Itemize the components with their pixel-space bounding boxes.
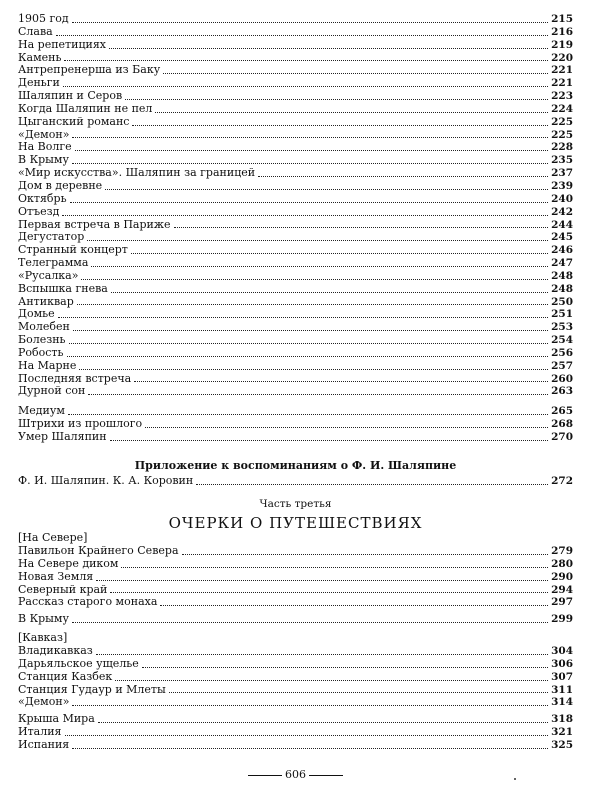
dot-leader (87, 240, 548, 241)
entry-title: Владикавказ (18, 644, 93, 657)
dot-leader (81, 279, 548, 280)
entry-page: 245 (551, 231, 573, 244)
entry-title: Медиум (18, 404, 65, 417)
entry-page: 253 (551, 321, 573, 334)
toc-entry (18, 26, 573, 39)
entry-title: Ф. И. Шаляпин. К. А. Коровин (18, 474, 194, 487)
toc-entry (18, 558, 573, 571)
page-number: 606 (285, 768, 306, 781)
entry-title: Дарьяльское ущелье (18, 656, 139, 670)
entry-page: 224 (551, 102, 573, 115)
toc-entry (18, 141, 573, 154)
entry-page: 248 (551, 269, 573, 282)
entry-page: 237 (551, 167, 573, 180)
entry-page: 228 (551, 141, 573, 154)
dot-leader (65, 735, 549, 736)
dot-leader (72, 622, 548, 623)
entry-title: Крыша Мира (18, 712, 95, 725)
entry-title: 1905 год (18, 12, 69, 25)
entry-page: 239 (551, 179, 573, 192)
entry-page: 311 (551, 683, 573, 696)
entry-page: 263 (551, 385, 573, 398)
dot-leader (56, 35, 548, 36)
entry-title: Новая Земля (18, 569, 94, 583)
entry-title: Слава (18, 24, 53, 38)
toc-entry (18, 596, 573, 609)
dot-leader (132, 125, 548, 126)
toc-group-final (18, 713, 573, 752)
toc-entry (18, 180, 573, 193)
dot-leader (63, 86, 548, 87)
entry-title: Антрепренерша из Баку (18, 63, 161, 77)
entry-page: 265 (551, 405, 573, 417)
entry-title: Болезнь (18, 333, 66, 347)
dot-leader (121, 567, 548, 568)
dot-leader (73, 330, 548, 331)
dot-leader (109, 48, 548, 49)
page-footer (0, 768, 591, 781)
dot-leader (145, 427, 548, 428)
entry-title: Дурной сон (18, 384, 86, 398)
toc-entry (18, 283, 573, 296)
entry-title: Антиквар (18, 294, 74, 308)
toc-entry (18, 64, 573, 77)
toc-entry (18, 658, 573, 671)
entry-title: Телеграмма (18, 256, 89, 270)
entry-title: Умер Шаляпин (18, 429, 107, 443)
toc-entry (18, 475, 573, 488)
entry-page: 250 (551, 295, 573, 308)
toc-entry (18, 308, 573, 321)
entry-title: На Волге (18, 140, 72, 154)
entry-page: 280 (551, 557, 573, 570)
toc-entry (18, 321, 573, 334)
dot-leader (160, 605, 548, 606)
toc-entry (18, 671, 573, 684)
toc-entry (18, 206, 573, 219)
dot-leader (134, 381, 548, 382)
dot-leader (163, 73, 548, 74)
dot-leader (196, 484, 548, 485)
toc-entry (18, 334, 573, 347)
dot-leader (105, 189, 548, 190)
toc-entry (18, 296, 573, 309)
entry-title: «Мир искусства». Шаляпин за границей (18, 166, 256, 180)
dot-leader (131, 253, 548, 254)
entry-page: 260 (551, 372, 573, 385)
toc-entry (18, 696, 573, 709)
toc-entry (18, 116, 573, 129)
entry-title: Вспышка гнева (18, 281, 108, 295)
toc-entry (18, 418, 573, 431)
dot-leader (125, 99, 548, 100)
entry-title: Домье (18, 307, 55, 321)
entry-page: 325 (551, 738, 573, 751)
entry-page: 235 (551, 154, 573, 167)
entry-title: Дом в деревне (18, 178, 103, 192)
entry-page: 251 (551, 308, 573, 321)
entry-title: Когда Шаляпин не пел (18, 101, 153, 115)
toc-entry (18, 726, 573, 739)
toc-entry (18, 713, 573, 726)
part-label: Часть третья (259, 498, 332, 510)
entry-title: Дегустатор (18, 230, 85, 244)
toc-group-north (18, 545, 573, 609)
toc-entry (18, 257, 573, 270)
dot-leader (110, 592, 548, 593)
entry-title: В Крыму (18, 612, 69, 625)
entry-title: Робость (18, 345, 64, 359)
toc-entry (18, 360, 573, 373)
entry-title: Станция Гудаур и Млеты (18, 682, 166, 696)
entry-title: Станция Казбек (18, 669, 113, 683)
footer-rule-right (309, 775, 343, 776)
dot-leader (67, 356, 548, 357)
caucasus-heading: [Кавказ] (18, 631, 68, 644)
entry-title: Деньги (18, 76, 60, 90)
entry-page: 246 (551, 244, 573, 257)
entry-title: Отъезд (18, 204, 60, 218)
toc-entry (18, 270, 573, 283)
print-speck (514, 778, 516, 780)
entry-page: 225 (551, 115, 573, 128)
entry-title: Северный край (18, 582, 108, 596)
entry-page: 321 (551, 725, 573, 738)
entry-title: «Русалка» (18, 268, 79, 282)
dot-leader (111, 292, 548, 293)
entry-page: 268 (551, 417, 573, 430)
entry-title: Испания (18, 737, 70, 751)
entry-title: Первая встреча в Париже (18, 217, 171, 231)
dot-leader (72, 748, 548, 749)
entry-page: 215 (551, 13, 573, 25)
entry-page: 272 (551, 475, 573, 487)
entry-page: 299 (551, 613, 573, 625)
dot-leader (174, 227, 549, 228)
dot-leader (169, 692, 548, 693)
toc-entry (18, 545, 573, 558)
entry-page: 223 (551, 90, 573, 103)
entry-title: Италия (18, 724, 62, 738)
toc-entry (18, 571, 573, 584)
entry-page: 244 (551, 218, 573, 231)
dot-leader (96, 580, 548, 581)
dot-leader (72, 137, 548, 138)
entry-page: 270 (551, 430, 573, 443)
entry-title: «Демон» (18, 695, 70, 709)
dot-leader (115, 680, 548, 681)
toc-group-later (18, 405, 573, 444)
dot-leader (72, 705, 548, 706)
dot-leader (58, 317, 548, 318)
entry-title: На Марне (18, 358, 77, 372)
toc-group-caucasus (18, 645, 573, 709)
dot-leader (96, 654, 548, 655)
entry-page: 297 (551, 596, 573, 609)
dot-leader (77, 304, 548, 305)
toc-entry (18, 613, 573, 626)
appendix-entry (18, 475, 573, 488)
toc-entry (18, 431, 573, 444)
entry-page: 307 (551, 670, 573, 683)
toc-entry (18, 373, 573, 386)
dot-leader (68, 414, 548, 415)
dot-leader (182, 554, 549, 555)
entry-title: В Крыму (18, 153, 69, 167)
toc-entry (18, 90, 573, 103)
entry-page: 279 (551, 545, 573, 557)
toc-entry (18, 405, 573, 418)
entry-page: 221 (551, 77, 573, 90)
toc-entry (18, 385, 573, 398)
entry-page: 294 (551, 583, 573, 596)
entry-title: Странный концерт (18, 243, 128, 257)
entry-title: На репетициях (18, 37, 107, 51)
entry-page: 306 (551, 657, 573, 670)
crimea-entry (18, 613, 573, 626)
dot-leader (110, 440, 548, 441)
entry-page: 256 (551, 346, 573, 359)
toc-entry (18, 244, 573, 257)
entry-title: Молебен (18, 320, 70, 334)
toc-entry (18, 193, 573, 206)
toc-entry (18, 645, 573, 658)
entry-page: 290 (551, 570, 573, 583)
entry-title: Рассказ старого монаха (18, 595, 158, 609)
entry-page: 318 (551, 713, 573, 725)
appendix-heading: Приложение к воспоминаниям о Ф. И. Шаляпине (134, 459, 457, 472)
toc-entry (18, 39, 573, 52)
toc-entry (18, 739, 573, 752)
toc-entry (18, 129, 573, 142)
entry-page: 240 (551, 192, 573, 205)
entry-title: На Севере диком (18, 556, 119, 570)
dot-leader (72, 22, 548, 23)
toc-group-chaliapin (18, 13, 573, 398)
section-title: ОЧЕРКИ О ПУТЕШЕСТВИЯХ (168, 514, 423, 532)
dot-leader (91, 266, 548, 267)
toc-entry (18, 103, 573, 116)
entry-title: «Демон» (18, 127, 70, 141)
north-heading: [На Севере] (18, 531, 88, 544)
entry-page: 219 (551, 38, 573, 51)
dot-leader (72, 163, 548, 164)
entry-page: 220 (551, 51, 573, 64)
dot-leader (88, 394, 548, 395)
dot-leader (62, 215, 548, 216)
entry-page: 254 (551, 334, 573, 347)
entry-page: 314 (551, 696, 573, 709)
entry-page: 248 (551, 282, 573, 295)
dot-leader (98, 722, 548, 723)
toc-entry (18, 13, 573, 26)
dot-leader (142, 667, 548, 668)
dot-leader (69, 343, 548, 344)
entry-title: Штрихи из прошлого (18, 416, 143, 430)
entry-page: 257 (551, 359, 573, 372)
dot-leader (64, 60, 548, 61)
dot-leader (75, 150, 548, 151)
entry-title: Последняя встреча (18, 371, 132, 385)
entry-page: 304 (551, 645, 573, 657)
dot-leader (79, 369, 548, 370)
entry-page: 247 (551, 257, 573, 270)
entry-title: Камень (18, 50, 62, 64)
entry-page: 225 (551, 128, 573, 141)
footer-rule-left (248, 775, 282, 776)
dot-leader (155, 112, 548, 113)
entry-page: 242 (551, 205, 573, 218)
dot-leader (70, 202, 548, 203)
entry-page: 216 (551, 25, 573, 38)
toc-entry (18, 347, 573, 360)
entry-page: 221 (551, 64, 573, 77)
toc-entry (18, 219, 573, 232)
entry-title: Павильон Крайнего Севера (18, 544, 179, 557)
entry-title: Шаляпин и Серов (18, 89, 123, 103)
entry-title: Октябрь (18, 191, 67, 205)
entry-title: Цыганский романс (18, 114, 130, 128)
toc-entry (18, 684, 573, 697)
dot-leader (258, 176, 548, 177)
